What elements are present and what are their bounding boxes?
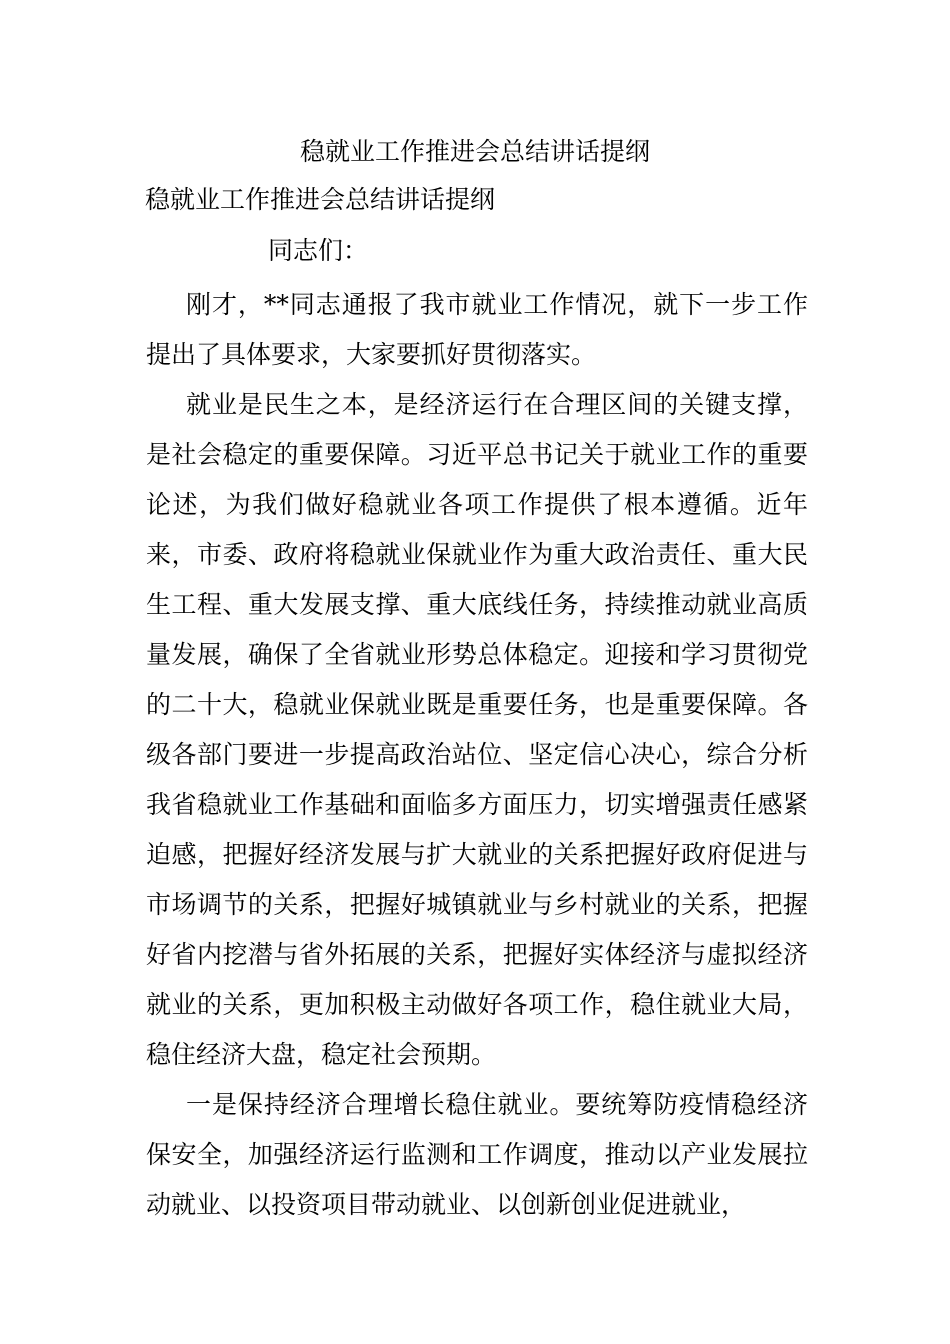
paragraph-point-one: 一是保持经济合理增长稳住就业。要统筹防疫情稳经济保安全，加强经济运行监测和工作调度，推动以产业发展拉动就业、以投资项目带动就业、以创新创业促进就业，: [146, 1090, 808, 1219]
document-subtitle: 稳就业工作推进会总结讲话提纲: [145, 185, 496, 214]
greeting-line: 同志们：: [268, 236, 369, 265]
document-title: 稳就业工作推进会总结讲话提纲: [299, 137, 650, 166]
paragraph-employment: 就业是民生之本，是经济运行在合理区间的关键支撑，是社会稳定的重要保障。习近平总书记关于就业工作的重要论述，为我们做好稳就业各项工作提供了根本遵循。近年来，市委、政府将稳就业保就业作为重大政治责任、重大民生工程、重大发展支撑、重大底线任务，持续推动就业高质量发展，确保了全省就业形势总体稳定。迎接和学习贯彻党的二十大，稳就业保就业既是重要任务，也是重要保障。各级各部门要进一步提高政治站位、坚定信心决心，综合分析我省稳就业工作基础和面临多方面压力，切实增强责任感紧迫感，把握好经济发展与扩大就业的关系把握好政府促进与市场调节的关系，把握好城镇就业与乡村就业的关系，把握好省内挖潜与省外拓展的关系，把握好实体经济与虚拟经济就业的关系，更加积极主动做好各项工作，稳住就业大局，稳住经济大盘，稳定社会预期。: [146, 390, 808, 1069]
document-body: [146, 280, 808, 1230]
paragraph-intro: 刚才，**同志通报了我市就业工作情况，就下一步工作提出了具体要求，大家要抓好贯彻落实。: [146, 290, 808, 369]
